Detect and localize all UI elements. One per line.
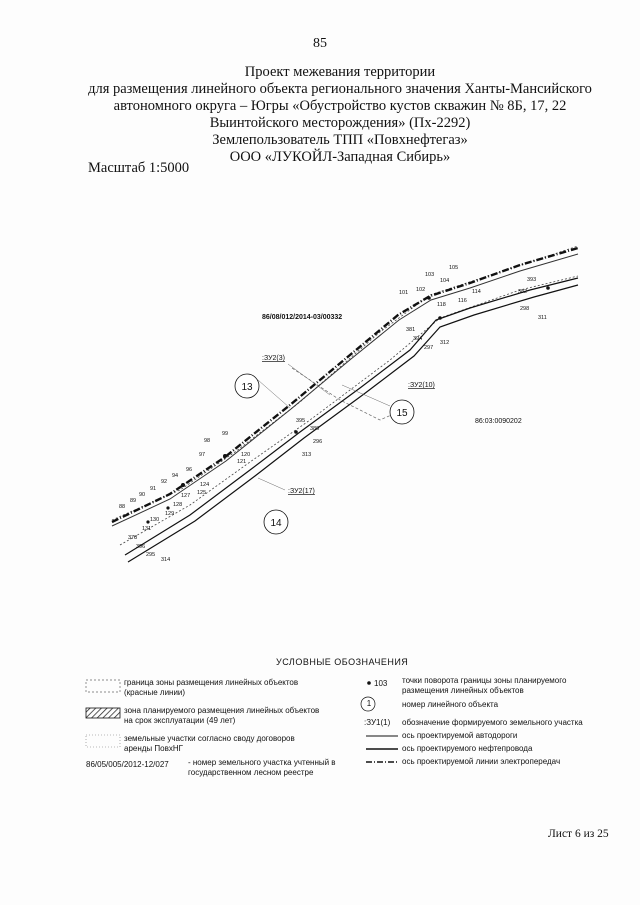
- pt-128: 128: [173, 502, 183, 508]
- pt-118: 118: [437, 302, 446, 308]
- pt-88: 88: [119, 504, 126, 510]
- title-line-6: ООО «ЛУКОЙЛ-Западная Сибирь»: [229, 149, 451, 165]
- legend-lease-parcels-symbol: [86, 735, 120, 747]
- parcel-label-zu2-10: :ЗУ2(10): [408, 382, 435, 389]
- title-line-5: Землепользователь ТПП «Повхнефтегаз»: [212, 132, 468, 148]
- title-line-2: для размещения линейного объекта регионального значения Ханты-Мансийского: [88, 81, 592, 97]
- pt-378: 378: [128, 535, 138, 541]
- pt-131: 131: [142, 526, 152, 532]
- pt-90: 90: [139, 492, 146, 498]
- parcel-label-zu2-3: :ЗУ2(3): [262, 355, 285, 362]
- pt-130: 130: [150, 517, 160, 523]
- pt-382: 382: [518, 289, 528, 295]
- pt-125: 125: [197, 490, 207, 496]
- pt-89: 89: [130, 498, 137, 504]
- pt-314: 314: [161, 557, 171, 563]
- legend-operation-zone-symbol: [86, 708, 120, 718]
- pt-380: 380: [310, 426, 320, 432]
- title-line-1: Проект межевания территории: [244, 64, 436, 80]
- pt-296: 296: [313, 439, 323, 445]
- title-line-4: Выинтойского месторождения» (Пх-2292): [209, 115, 471, 131]
- pt-96: 96: [186, 467, 193, 473]
- road-axis-1: [125, 278, 578, 555]
- pt-101: 101: [399, 290, 409, 296]
- legend-operation-zone-text: зона планируемого размещения линейных объектов на срок эксплуатации (49 лет): [124, 706, 320, 725]
- pt-127: 127: [181, 493, 191, 499]
- pt-298: 298: [520, 306, 530, 312]
- pt-313: 313: [302, 452, 312, 458]
- sheet-number: Лист 6 из 25: [548, 828, 609, 840]
- legend-turn-points-text: точки поворота границы зоны планируемого размещения линейных объектов: [402, 676, 567, 695]
- legend-road-axis-text: ось проектируемой автодороги: [402, 731, 518, 740]
- pt-395: 395: [296, 418, 306, 424]
- pt-116: 116: [458, 298, 467, 304]
- pt-104: 104: [440, 278, 450, 284]
- pt-92: 92: [161, 479, 168, 485]
- pt-381: 381: [406, 327, 416, 333]
- pt-124: 124: [200, 482, 210, 488]
- pt-295: 295: [146, 552, 156, 558]
- pt-91: 91: [150, 486, 157, 492]
- legend-lease-parcels-text: земельные участки согласно своду договоров аренды ПовхНГ: [124, 734, 295, 753]
- power-line-axis: [112, 248, 578, 522]
- legend-turn-point-sample: 103: [374, 679, 388, 688]
- object-number-14: 14: [270, 518, 282, 529]
- legend-power-line-text: ось проектируемой линии электропередач: [402, 757, 561, 766]
- zone-boundary-lower: [120, 276, 578, 545]
- pt-105: 105: [449, 265, 459, 271]
- pt-102: 102: [416, 287, 426, 293]
- pt-98: 98: [204, 438, 211, 444]
- legend-parcel-sample: :ЗУ1(1): [364, 718, 391, 727]
- legend-forest-registry-sample: 86/05/005/2012-12/027: [86, 760, 169, 769]
- pt-311: 311: [538, 315, 547, 321]
- pt-97: 97: [199, 452, 206, 458]
- cadastral-number-1: 86/08/012/2014-03/00332: [262, 314, 343, 321]
- page-number: 85: [313, 36, 327, 51]
- legend-object-number-text: номер линейного объекта: [402, 700, 499, 709]
- pt-297: 297: [424, 345, 434, 351]
- legend-oil-pipeline-text: ось проектируемого нефтепровода: [402, 744, 533, 753]
- cadastral-number-2: 86:03:0090202: [475, 418, 522, 425]
- legend-parcel-text: обозначение формируемого земельного участка: [402, 718, 583, 727]
- pt-120: 120: [241, 452, 251, 458]
- legend-title: УСЛОВНЫЕ ОБОЗНАЧЕНИЯ: [276, 657, 409, 667]
- object-number-15: 15: [396, 408, 408, 419]
- pt-121: 121: [237, 459, 247, 465]
- legend-turn-point-dot: [367, 681, 371, 685]
- pt-396: 396: [136, 544, 146, 550]
- legend-object-number-sample: 1: [366, 699, 372, 708]
- legend-red-lines-text: граница зоны размещения линейных объектов (красные линии): [124, 678, 299, 697]
- object-number-13: 13: [241, 382, 253, 393]
- zone-boundary-upper: [112, 246, 578, 520]
- title-line-3: автономного округа – Югры «Обустройство кустов скважин № 8Б, 17, 22: [113, 98, 567, 114]
- pt-394: 394: [413, 336, 423, 342]
- legend-forest-registry-text: - номер земельного участка учтенный в государственном лесном реестре: [188, 758, 336, 777]
- lease-parcel-outline: [292, 368, 398, 420]
- pt-393: 393: [527, 277, 537, 283]
- pt-114: 114: [472, 289, 481, 295]
- scale-label: Масштаб 1:5000: [88, 160, 190, 176]
- pt-99: 99: [222, 431, 229, 437]
- pt-94: 94: [172, 473, 179, 479]
- pt-312: 312: [440, 340, 450, 346]
- legend-red-lines-symbol: [86, 680, 120, 692]
- pt-129: 129: [165, 511, 175, 517]
- parcel-label-zu2-17: :ЗУ2(17): [288, 488, 315, 495]
- pt-103: 103: [425, 272, 435, 278]
